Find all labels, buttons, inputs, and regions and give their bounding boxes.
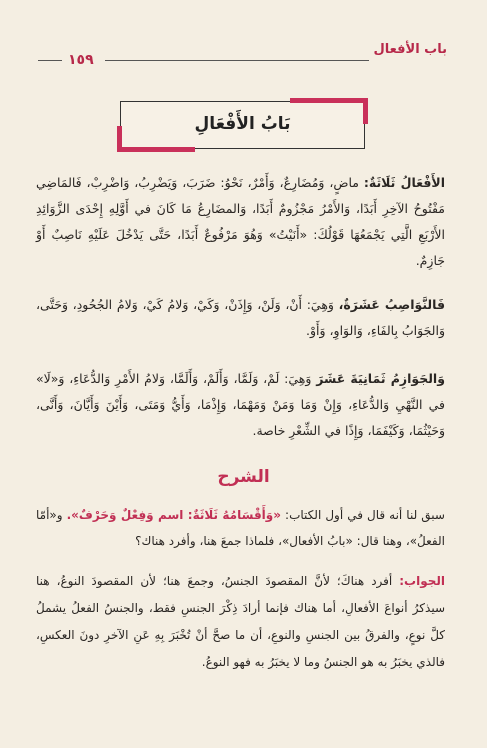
matn-p2-head: فَالنَّوَاصِبُ عَشَرَةٌ، [338,297,446,312]
matn-p3-head: وَالجَوَازِمُ ثَمَانِيَةَ عَشَرَ [316,371,445,386]
sharh-paragraph-2 [36,568,445,676]
matn-p1-head: الأَفْعَالُ ثَلَاثَةٌ: [363,175,445,190]
page-number: ١٥٩ [68,52,94,68]
chapter-title: بَابُ الأَفْعَالِ [194,114,291,134]
sharh-paragraph-1 [36,502,445,554]
chapter-title-box [120,101,365,149]
sharh-heading: الشرح [217,467,270,487]
sharh-p5-body: أفرد هناكَ؛ لأنَّ المقصودَ الجنسُ، وجمعَ هنا؛ لأن المقصودَ النوعُ، هنا سيذكرُ أنواعَ الأفعالِ، أما هناك فإنما أرادَ ذِكْرَ الجنسِ فقط، والجنسُ الفعلُ يشملُ كلَّ نوعٍ، والفرقُ بين الجنسِ والنوعِ، أن ما صحَّ أنْ تُخْبَرَ بِهِ عَنِ الآخرِ دونَ العكسِ، فالذي يخبَرُ به هو الجنسُ وما لا يخبَرُ به فهو النوعُ. [36,574,445,669]
running-header-title: باب الأفعال [373,42,447,57]
frame-accent-bottom-left [117,147,195,152]
frame-accent-top-right [290,98,368,103]
sharh-p4-rest: و«أمّا الفعلُ»، وهنا قال: «بابُ الأفعال»، فلماذا جمعَ هنا، وأفرد هناك؟ [36,508,445,548]
header-rule [105,60,369,61]
sharh-p4-lead: سبق لنا أنه قال في أول الكتاب: [285,508,445,522]
matn-p1-body: ماضٍ، وَمُضَارِعٌ، وَأَمْرٌ، نَحْوُ: ضَرَبَ، وَيَضْرِبُ، وَاضْرِبْ، فَالمَاضِي مَفْتُوحُ الآخِرِ أَبَدًا، وَالأَمْرُ مَجْزُومٌ أَبَدًا، وَالمضَارِعُ مَا كَانَ في أَوَّلِهِ إِحْدَى الزَّوَائِدِ الأَرْبَعِ الَّتِي يَجْمَعُهَا قَوْلُكَ: «أَنَيْتُ» وَهُوَ مَرْفُوعٌ أَبَدًا، حَتَّى يَدْخُلَ عَلَيْهِ نَاصِبٌ أَوْ جَازِمٌ. [36,175,445,268]
sharh-p4-quote: «وَأَقْسَامُهُ ثَلَاثَةٌ: اسم وَفِعْلٌ وَحَرْفٌ». [66,508,281,522]
header-rule-short [38,60,62,61]
matn-p2-body: وَهِيَ: أَنْ، وَلَنْ، وَإِذَنْ، وَكَيْ، وَلامُ كَيْ، وَلامُ الجُحُودِ، وَحَتَّى، وَالجَوَابُ بِالفَاءِ، وَالوَاوِ، وَأَوْ. [36,297,445,338]
answer-label: الجواب: [399,574,445,588]
matn-p3-body: وَهِيَ: لَمْ، وَلَمَّا، وَأَلَمْ، وَأَلَمَّا، وَلامُ الأَمْرِ وَالدُّعَاءِ، وَ«لَا» في النَّهْيِ وَالدُّعَاءِ، وَإِنْ وَمَا وَمَنْ وَمَهْمَا، وَإِذْمَا، وَأَيُّ وَمَتَى، وَأَيْنَ وَأَيَّانَ، وَأَنَّى، وَحَيْثُمَا، وَكَيْفَمَا، وَإِذًا في الشِّعْرِ خاصة. [36,371,445,438]
matn-paragraph-1 [36,170,445,274]
matn-paragraph-2 [36,292,445,344]
matn-paragraph-3 [36,366,445,444]
